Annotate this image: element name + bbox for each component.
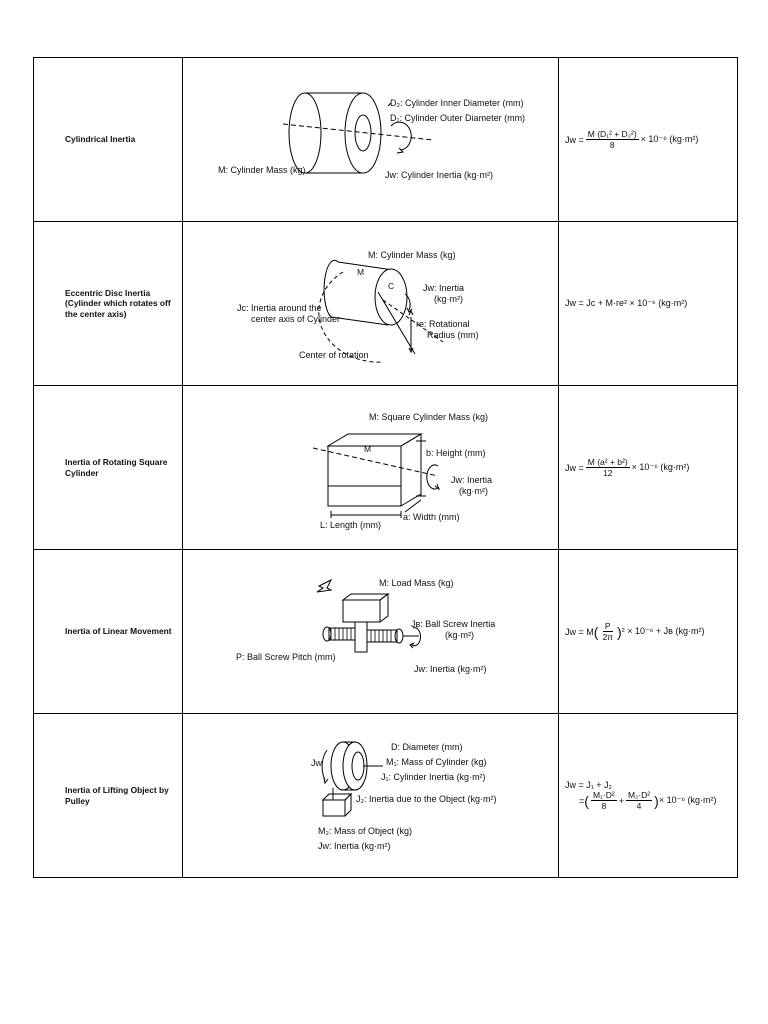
paren-open: ( [593, 623, 599, 640]
table-row [34, 714, 738, 878]
label-inertia: Jᴡ: Inertia (kg·m²) [318, 841, 391, 851]
label-inertia: Jᴡ: Inertia [451, 475, 493, 485]
label-object-mass: M₂: Mass of Object (kg) [318, 826, 413, 836]
diagram-cell [183, 386, 559, 550]
label-cylinder-mass: M₁: Mass of Cylinder (kg) [386, 757, 487, 767]
inertia-table [33, 57, 738, 878]
label-cylinder-mass: M: Cylinder Mass (kg) [368, 250, 456, 260]
formula-linear [559, 621, 737, 642]
formula-cell [559, 58, 738, 222]
label-width: a: Width (mm) [403, 512, 460, 522]
table-row [34, 550, 738, 714]
formula-numerator: P [604, 621, 611, 631]
formula-cell [559, 386, 738, 550]
row-name: Cylindrical Inertia [34, 58, 183, 222]
label-load-mass: M: Load Mass (kg) [379, 578, 454, 588]
formula-rhs: × 10⁻⁶ (kg·m²) [658, 795, 717, 805]
paren-open: ( [584, 792, 589, 809]
label-ball-screw-inertia-unit: (kg·m²) [445, 630, 474, 640]
formula-fraction-1 [591, 790, 617, 811]
label-m: M [357, 267, 365, 277]
formula-eccentric: Jᴡ = Jᴄ + M·re² × 10⁻⁶ (kg·m²) [565, 298, 688, 308]
paren-close: ) [617, 623, 622, 640]
formula-rhs: ² × 10⁻⁶ + Jʙ (kg·m²) [621, 626, 705, 636]
label-center-axis-inertia: Jᴄ: Inertia around the [237, 303, 322, 313]
formula-cell [559, 222, 738, 386]
formula-fraction [600, 621, 615, 642]
formula-eq: = [579, 795, 585, 806]
formula-lhs: Jᴡ = [565, 462, 584, 473]
formula-plus: + [618, 795, 624, 806]
formula-fraction-2 [626, 790, 652, 811]
label-inner-diameter: D₂: Cylinder Inner Diameter (mm) [390, 98, 524, 108]
label-center-of-rotation: Center of rotation [299, 350, 369, 360]
label-inertia-unit: (kg·m²) [459, 486, 488, 496]
formula-lhs: Jᴡ = [565, 134, 584, 145]
formula-denominator: 4 [636, 801, 642, 811]
formula-line-2 [565, 790, 737, 811]
table-row [34, 222, 738, 386]
formula-square-cylinder [559, 457, 737, 478]
formula-denominator: 8 [601, 801, 607, 811]
diagram-cell [183, 714, 559, 878]
linear-movement-diagram [183, 550, 558, 713]
formula-cell [559, 714, 738, 878]
cylinder-diagram [183, 58, 558, 221]
formula-fraction [586, 129, 639, 150]
label-outer-diameter: D₁: Cylinder Outer Diameter (mm) [390, 113, 526, 123]
paren-close: ) [654, 792, 659, 809]
label-m: M [364, 444, 372, 454]
label-c: C [388, 281, 395, 291]
row-name: Inertia of Lifting Object by Pulley [34, 714, 183, 878]
label-length: L: Length (mm) [320, 520, 382, 530]
formula-fraction [586, 457, 630, 478]
row-name: Inertia of Rotating Square Cylinder [34, 386, 183, 550]
label-ball-screw-inertia: Jʙ: Ball Screw Inertia [411, 619, 496, 629]
formula-cell [559, 550, 738, 714]
diagram-cell [183, 550, 559, 714]
table-row [34, 386, 738, 550]
formula-numerator: M (D₁² + D₂²) [587, 129, 637, 139]
formula-cylindrical [559, 129, 737, 150]
formula-numerator: M₂·D² [627, 790, 651, 800]
table-row [34, 58, 738, 222]
label-object-inertia: J₂: Inertia due to the Object (kg·m²) [356, 794, 497, 804]
row-name: Inertia of Linear Movement [34, 550, 183, 714]
label-square-cylinder-mass: M: Square Cylinder Mass (kg) [369, 412, 489, 422]
label-rotational-radius: re: Rotational [416, 319, 470, 329]
label-inertia: Jᴡ: Inertia (kg·m²) [414, 664, 487, 674]
diagram-cell [183, 58, 559, 222]
formula-lhs: Jᴡ = M [565, 626, 594, 637]
label-cylinder-inertia: J₁: Cylinder Inertia (kg·m²) [381, 772, 486, 782]
formula-pulley [559, 780, 737, 811]
label-inertia-unit: (kg·m²) [434, 294, 463, 304]
formula-numerator: M₁·D² [592, 790, 615, 800]
label-ball-screw-pitch: P: Ball Screw Pitch (mm) [236, 652, 336, 662]
label-inertia: Jᴡ: Inertia [423, 283, 465, 293]
label-height: b: Height (mm) [426, 448, 486, 458]
formula-denominator: 12 [602, 468, 613, 478]
label-cylinder-inertia: Jᴡ: Cylinder Inertia (kg·m²) [385, 170, 494, 180]
label-diameter: D: Diameter (mm) [391, 742, 463, 752]
formula-numerator: M (a² + b²) [587, 457, 628, 467]
formula-line-1: Jᴡ = J₁ + J₂ [565, 780, 613, 790]
label-cylinder-mass: M: Cylinder Mass (kg) [218, 165, 306, 175]
label-jw-side: Jᴡ [311, 758, 322, 768]
formula-denominator: 8 [609, 140, 615, 150]
diagram-cell [183, 222, 559, 386]
formula-rhs: × 10⁻⁶ (kg·m²) [640, 134, 699, 144]
row-name: Eccentric Disc Inertia (Cylinder which rotates off the center axis) [34, 222, 183, 386]
formula-denominator: 2π [602, 632, 614, 642]
formula-rhs: × 10⁻⁶ (kg·m²) [631, 462, 690, 472]
label-center-axis-inertia-2: center axis of Cylinder [251, 314, 341, 324]
label-rotational-radius-2: Radius (mm) [427, 330, 479, 340]
